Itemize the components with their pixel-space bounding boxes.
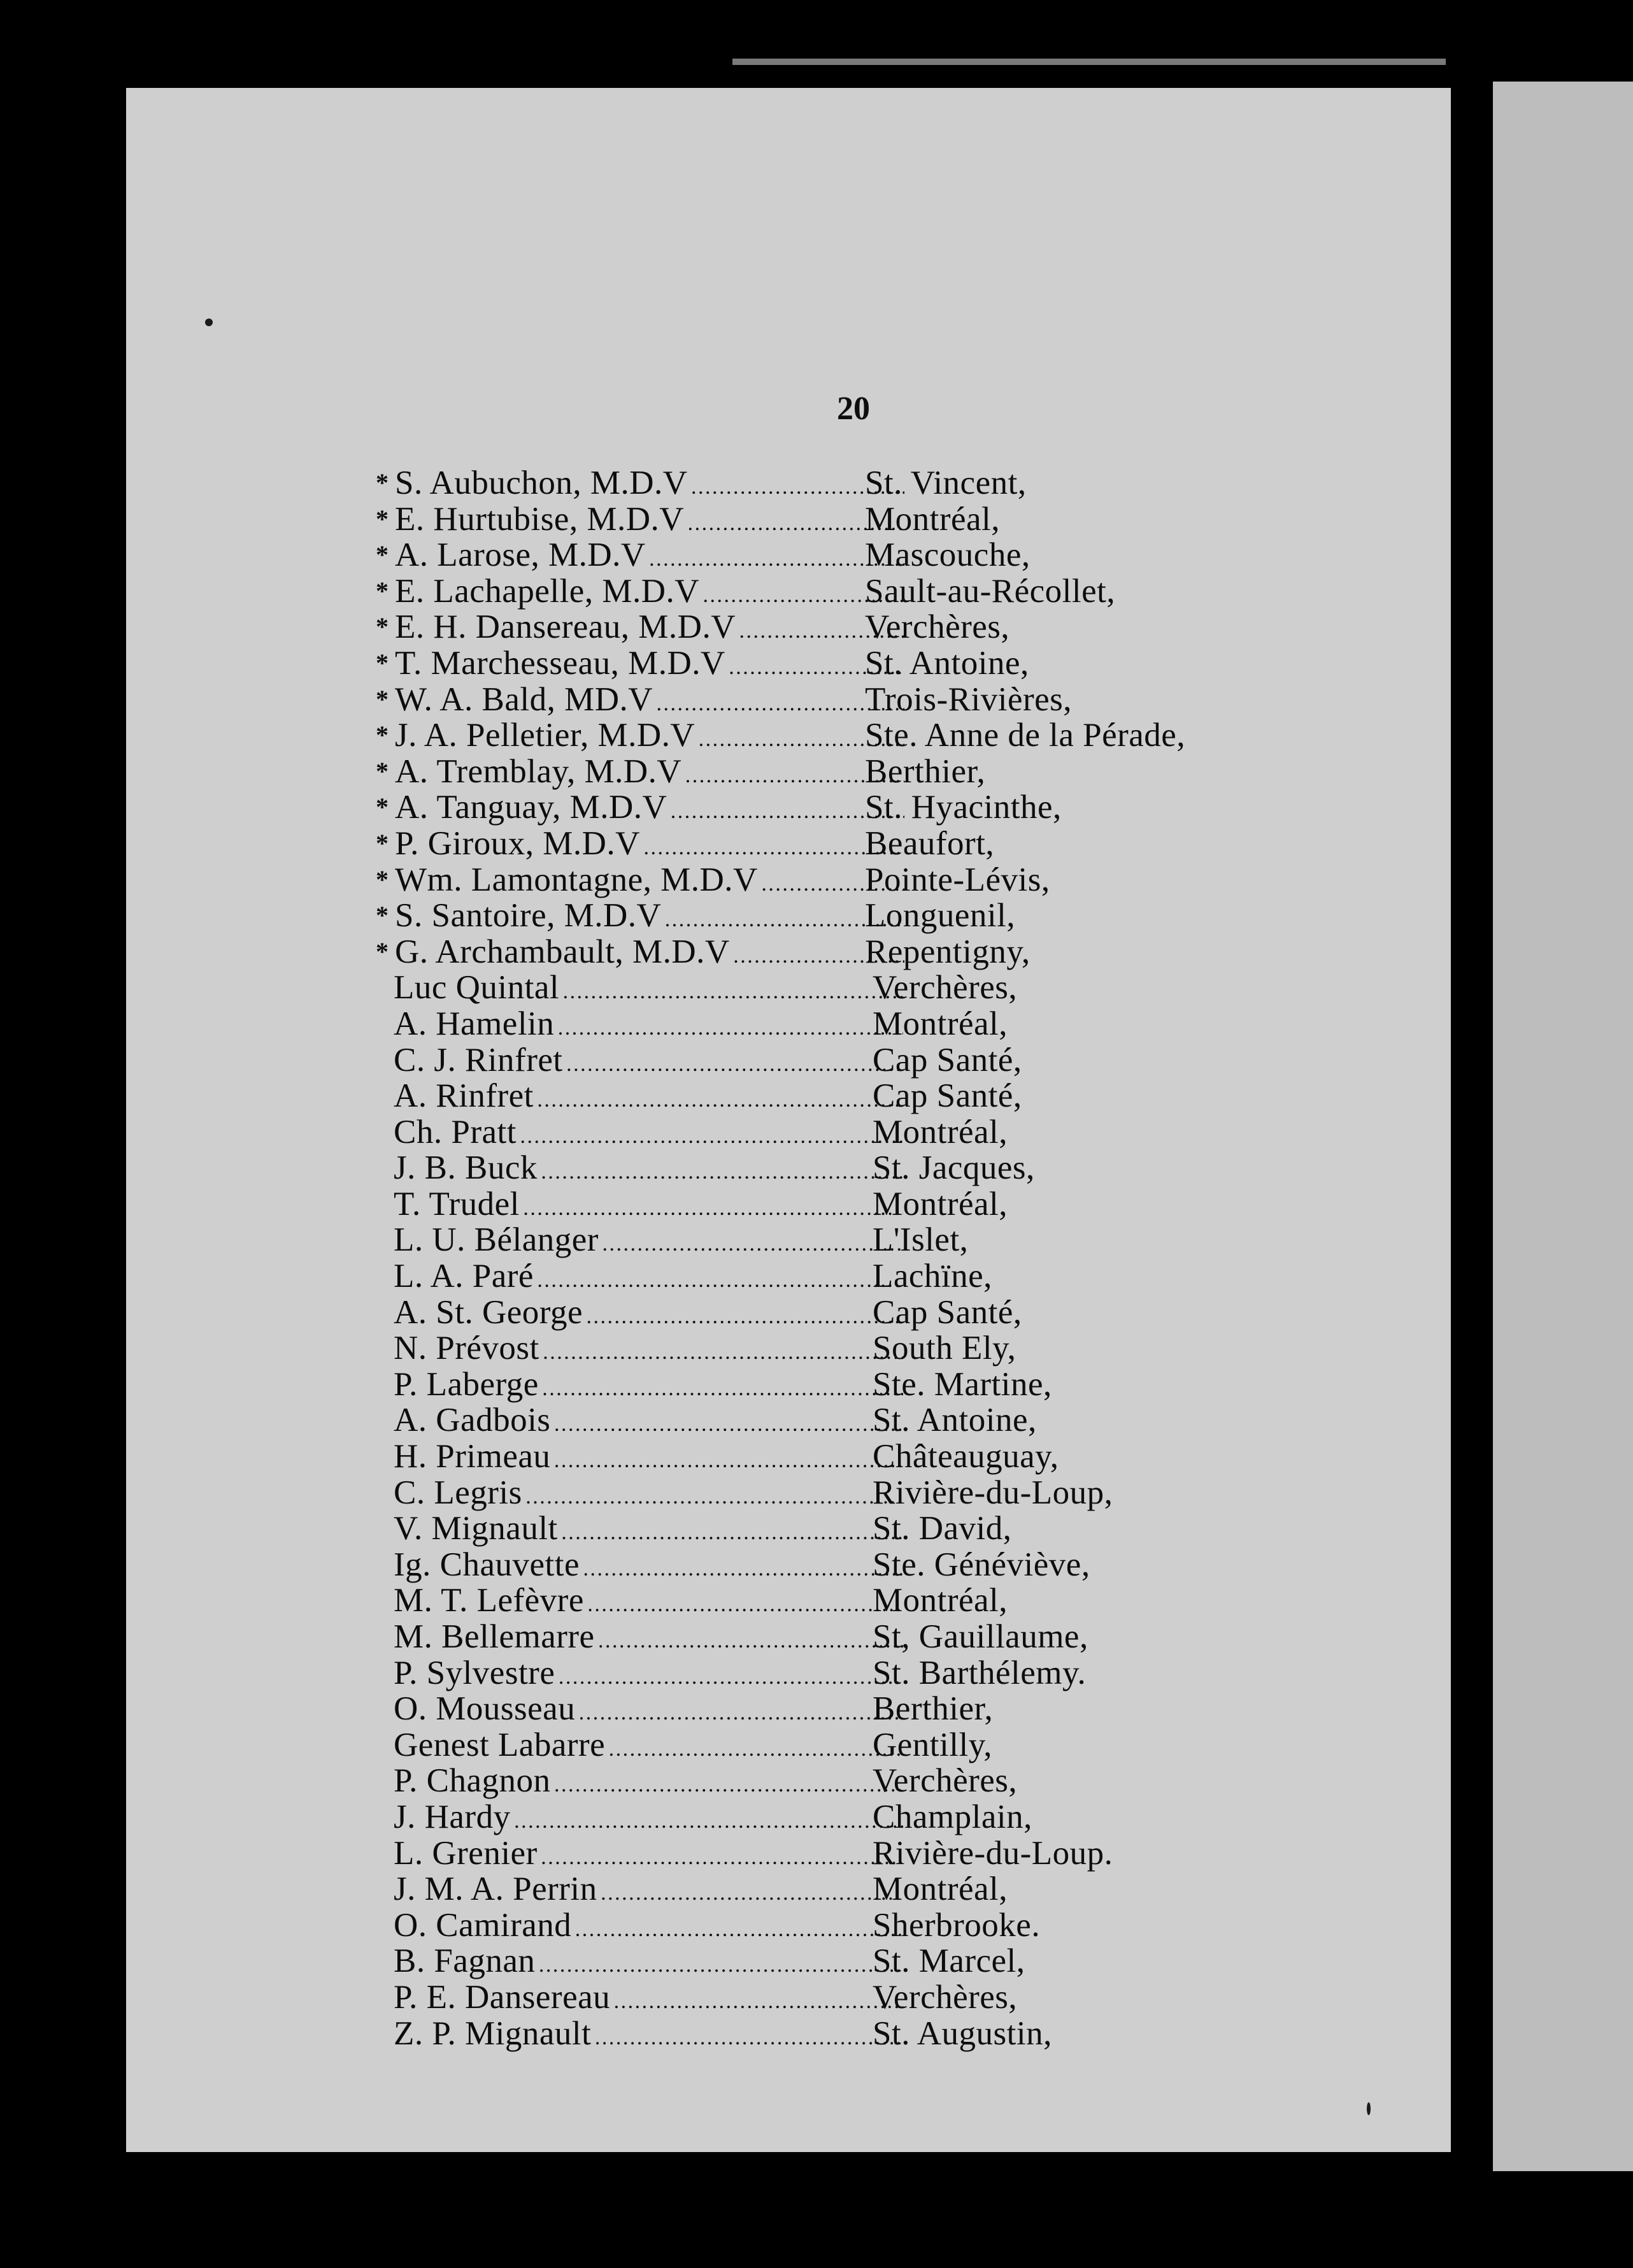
list-item [357,1330,1325,1367]
entry-marker: * [376,937,389,966]
entry-place: Cap Santé, [873,1041,1022,1079]
entry-name: L. Grenier . . . [394,1835,903,1876]
entry-place: Verchères, [873,1978,1018,2016]
entry-name: E. Lachapelle, M.D.V . . . [395,573,904,614]
entry-name: A. Tanguay, M.D.V . . . [395,789,904,829]
entry-place: Lachïne, [873,1258,992,1295]
entry-name: P. Chagnon . . . [394,1763,903,1803]
entry-place: St. Antoine, [873,1402,1037,1439]
list-item [357,1835,1325,1872]
entry-name: G. Archambault, M.D.V . . . [395,934,904,974]
entry-name: J. M. A. Perrin . . . [394,1871,903,1911]
entry-place: Cap Santé, [873,1077,1022,1115]
entry-place: L'Islet, [873,1221,969,1259]
entry-place: St. Barthélemy. [873,1654,1087,1691]
entry-marker: * [376,865,389,894]
entry-place: Verchères, [865,608,1010,646]
entry-name: L. U. Bélanger . . . [394,1222,903,1262]
entry-marker: * [376,612,389,642]
list-item [357,1619,1325,1655]
entry-place: Ste. Généviève, [873,1546,1090,1583]
entry-place: Rivière-du-Loup, [873,1474,1113,1511]
list-item [357,682,1325,718]
list-item [357,1078,1325,1114]
entry-marker: * [376,468,389,497]
entry-name: Ig. Chauvette . . . [394,1547,903,1587]
entry-name: N. Prévost . . . [394,1330,903,1370]
list-item [357,717,1325,754]
entry-place: Champlain, [873,1798,1032,1835]
entry-place: Pointe-Lévis, [865,861,1050,898]
scan-edge-strip [732,59,1446,65]
entry-place: Verchères, [873,1762,1018,1800]
entry-marker: * [376,540,389,570]
list-item [357,1150,1325,1186]
ink-speck [205,319,213,326]
list-item [357,934,1325,970]
entry-name: J. B. Buck . . . [394,1150,903,1190]
entry-place: St. Hyacinthe, [865,789,1062,826]
entry-name: E. H. Dansereau, M.D.V . . . [395,609,904,649]
list-item [357,1583,1325,1619]
entry-name: C. J. Rinfret . . . [394,1042,903,1082]
entry-marker: * [376,828,389,858]
entry-place: St. Vincent, [865,464,1027,501]
entry-place: Montréal, [873,1582,1008,1619]
entry-place: Montréal, [873,1870,1008,1908]
entry-place: Berthier, [865,752,986,790]
list-item [357,1547,1325,1583]
entry-marker: * [376,684,389,714]
list-item [357,2016,1325,2052]
entry-marker: * [376,756,389,786]
entry-name: L. A. Paré . . . [394,1258,903,1298]
entry-name: Ch. Pratt . . . [394,1114,903,1154]
entry-name: Genest Labarre . . . [394,1727,903,1767]
entry-name: B. Fagnan . . . [394,1943,903,1983]
entry-name: E. Hurtubise, M.D.V . . . [395,501,904,542]
list-item [357,1186,1325,1223]
list-item [357,501,1325,538]
subscriber-list [357,465,1325,2051]
entry-name: M. T. Lefèvre . . . [394,1583,903,1623]
entry-place: St. Jacques, [873,1149,1035,1187]
list-item [357,1114,1325,1151]
entry-name: Wm. Lamontagne, M.D.V . . . [395,862,904,902]
entry-place: Berthier, [873,1690,994,1728]
entry-name: A. St. George . . . [394,1295,903,1335]
entry-place: Repentigny, [865,933,1030,970]
list-item [357,1655,1325,1691]
list-item [357,1691,1325,1727]
entry-name: A. Gadbois . . . [394,1402,903,1442]
entry-place: Mascouche, [865,536,1030,574]
entry-marker: * [376,576,389,605]
list-item [357,754,1325,790]
entry-place: Sherbrooke. [873,1906,1041,1944]
entry-name: P. E. Dansereau . . . [394,1979,903,2020]
entry-name: P. Giroux, M.D.V . . . [395,826,904,866]
entry-marker: * [376,901,389,930]
list-item [357,1511,1325,1547]
entry-name: P. Sylvestre . . . [394,1655,903,1695]
entry-place: Rivière-du-Loup. [873,1834,1113,1872]
entry-marker: * [376,648,389,677]
entry-name: Luc Quintal . . . [394,970,903,1010]
entry-place: Ste. Anne de la Pérade, [865,717,1186,754]
entry-name: C. Legris . . . [394,1475,903,1515]
entry-marker: * [376,504,389,533]
list-item [357,465,1325,501]
page-number: 20 [837,391,870,427]
entry-name: W. A. Bald, MD.V . . . [395,682,904,722]
entry-name: T. Marchesseau, M.D.V . . . [395,645,904,685]
entry-place: Cap Santé, [873,1293,1022,1331]
entry-place: Trois-Rivières, [865,680,1073,718]
entry-name: P. Laberge . . . [394,1367,903,1407]
entry-name: A. Rinfret . . . [394,1078,903,1118]
entry-place: Sault-au-Récollet, [865,572,1116,610]
list-item [357,1258,1325,1295]
entry-name: J. Hardy . . . [394,1799,903,1839]
entry-place: Gentilly, [873,1726,993,1763]
list-item [357,862,1325,898]
entry-place: Longuenil, [865,897,1016,935]
list-item [357,1295,1325,1331]
entry-name: J. A. Pelletier, M.D.V . . . [395,717,904,757]
entry-name: H. Primeau . . . [394,1439,903,1479]
list-item [357,1727,1325,1763]
entry-place: Montréal, [873,1113,1008,1151]
list-item [357,1006,1325,1042]
entry-name: A. Tremblay, M.D.V . . . [395,754,904,794]
ink-speck [1367,2102,1371,2115]
list-item [357,1367,1325,1403]
entry-place: Montréal, [873,1005,1008,1042]
entry-place: Montréal, [865,500,1001,538]
entry-place: St. Marcel, [873,1942,1025,1980]
list-item [357,826,1325,862]
list-item [357,1475,1325,1511]
list-item [357,970,1325,1006]
list-item [357,573,1325,610]
list-item [357,1439,1325,1475]
list-item [357,898,1325,934]
entry-marker: * [376,793,389,822]
list-item [357,1943,1325,1979]
list-item [357,1799,1325,1835]
list-item [357,789,1325,826]
entry-name: M. Bellemarre . . . [394,1619,903,1659]
entry-place: Beaufort, [865,824,995,862]
entry-name: Z. P. Mignault . . . [394,2016,903,2056]
entry-name: S. Aubuchon, M.D.V . . . [395,465,904,505]
list-item [357,537,1325,573]
entry-name: S. Santoire, M.D.V . . . [395,898,904,938]
list-item [357,609,1325,645]
list-item [357,1042,1325,1079]
entry-place: Ste. Martine, [873,1365,1052,1403]
entry-name: V. Mignault . . . [394,1511,903,1551]
entry-place: St. Augustin, [873,2014,1052,2052]
list-item [357,1871,1325,1907]
entry-place: Châteauguay, [873,1438,1059,1475]
list-item [357,1979,1325,2016]
list-item [357,1907,1325,1944]
list-item [357,1222,1325,1258]
list-item [357,645,1325,682]
list-item [357,1402,1325,1439]
entry-place: South Ely, [873,1330,1016,1367]
entry-marker: * [376,721,389,750]
entry-place: St. David, [873,1510,1012,1547]
entry-name: A. Larose, M.D.V . . . [395,537,904,577]
entry-name: O. Camirand . . . [394,1907,903,1948]
adjacent-page-edge [1493,82,1633,2171]
entry-name: T. Trudel . . . [394,1186,903,1226]
entry-name: A. Hamelin . . . [394,1006,903,1046]
list-item [357,1763,1325,1799]
entry-name: O. Mousseau . . . [394,1691,903,1731]
entry-place: Montréal, [873,1185,1008,1223]
entry-place: St. Antoine, [865,644,1029,682]
entry-place: St, Gauillaume, [873,1618,1088,1655]
entry-place: Verchères, [873,969,1018,1007]
